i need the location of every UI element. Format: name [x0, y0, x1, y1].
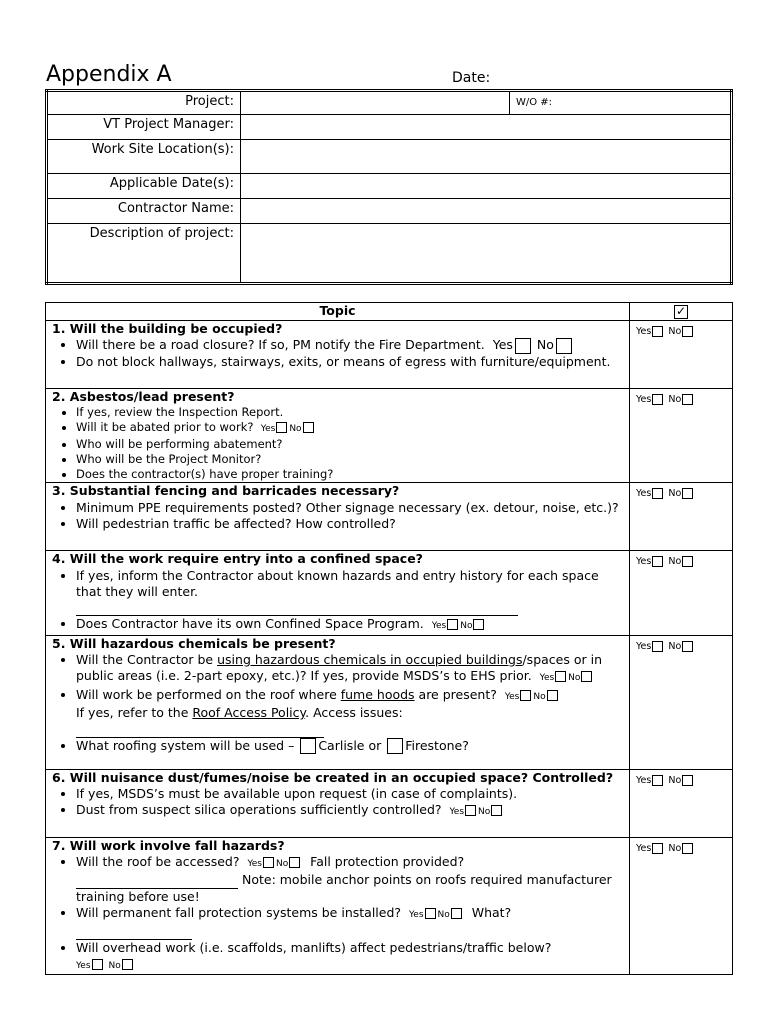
bullet-text: Will overhead work (i.e. scaffolds, manlifts) affect pedestrians/traffic below?: [76, 939, 552, 955]
topics-table: [45, 302, 733, 975]
bullet-text: Does Contractor have its own Confined Space Program.: [76, 616, 424, 632]
list-item: • If yes, MSDS’s must be available upon request (in case of complaints).: [76, 786, 623, 802]
no-label: No: [533, 691, 546, 702]
list-item: [76, 616, 623, 634]
location-field[interactable]: [241, 140, 732, 174]
no-checkbox[interactable]: [682, 326, 693, 337]
yes-label: Yes: [260, 424, 276, 435]
underlined-text: fume hoods: [340, 686, 415, 702]
yes-checkbox[interactable]: [92, 959, 103, 970]
no-checkbox[interactable]: [581, 671, 592, 682]
section-2: [46, 389, 733, 483]
yes-label: Yes: [76, 960, 91, 971]
section-1: [46, 321, 733, 389]
bullet-text: If yes, refer to the: [76, 704, 193, 720]
no-checkbox[interactable]: [491, 805, 502, 816]
wo-field[interactable]: [510, 91, 732, 115]
section-7: [46, 837, 733, 974]
yes-label: Yes: [636, 488, 652, 500]
yes-checkbox[interactable]: [652, 488, 663, 499]
no-label: No: [478, 807, 491, 818]
yes-label: Yes: [636, 556, 652, 568]
yes-checkbox[interactable]: [425, 908, 436, 919]
bullet-text: Firestone?: [405, 737, 469, 753]
dates-field[interactable]: [241, 174, 732, 199]
no-checkbox[interactable]: [682, 394, 693, 405]
no-label: No: [668, 774, 682, 786]
yes-label: Yes: [539, 673, 555, 684]
manager-field[interactable]: [241, 115, 732, 140]
firestone-checkbox[interactable]: [387, 738, 403, 754]
section-5-title: 5. Will hazardous chemicals be present?: [52, 635, 336, 651]
underlined-text: using hazardous chemicals in occupied buildings: [217, 652, 523, 668]
bullet-text: What roofing system will be used –: [76, 737, 295, 753]
bullet-text: /spaces or in public areas (i.e. 2-part epoxy, etc.)? If yes, provide MSDS’s to EHS prior.: [76, 652, 602, 684]
yes-label: Yes: [247, 859, 262, 870]
description-label: Description of project:: [47, 224, 241, 284]
bullet-text: Will permanent fall protection systems be installed?: [76, 904, 402, 920]
list-item: • Will pedestrian traffic be affected? How controlled?: [76, 516, 623, 532]
no-checkbox[interactable]: [556, 338, 572, 354]
no-label: No: [668, 640, 682, 652]
yes-label: Yes: [408, 909, 424, 920]
yes-checkbox[interactable]: [520, 690, 531, 701]
section-3-title: 3. Substantial fencing and barricades necessary?: [52, 483, 400, 499]
section-7-title: 7. Will work involve fall hazards?: [52, 837, 285, 853]
checkmark-icon: ✓: [675, 304, 687, 318]
bullet-text: Dust from suspect silica operations sufficiently controlled?: [76, 802, 442, 818]
no-checkbox[interactable]: [289, 857, 300, 868]
bullet-text: Will the roof be accessed?: [76, 854, 240, 870]
answer-line[interactable]: [76, 874, 238, 889]
no-label: No: [668, 556, 682, 568]
list-item: • Do not block hallways, stairways, exits, or means of egress with furniture/equipment.: [76, 354, 623, 370]
yes-checkbox[interactable]: [263, 857, 274, 868]
yes-label: Yes: [636, 394, 652, 405]
contractor-label: Contractor Name:: [47, 199, 241, 224]
no-label: No: [275, 859, 289, 870]
no-checkbox[interactable]: [682, 488, 693, 499]
list-item: [76, 854, 623, 905]
yes-label: Yes: [636, 326, 652, 337]
yes-label: Yes: [636, 774, 652, 786]
bullet-text: Will work be performed on the roof where: [76, 686, 341, 702]
yes-checkbox[interactable]: [652, 775, 663, 786]
yes-checkbox[interactable]: [652, 394, 663, 405]
no-label: No: [437, 909, 450, 920]
answer-line[interactable]: [76, 925, 192, 940]
bullet-text: Fall protection provided?: [310, 854, 465, 870]
yes-label: Yes: [431, 621, 447, 632]
carlisle-checkbox[interactable]: [300, 738, 316, 754]
bullet-text: Will there be a road closure? If so, PM notify the Fire Department.: [76, 337, 485, 353]
no-label: No: [668, 842, 682, 854]
answer-line[interactable]: [76, 601, 518, 616]
no-label: No: [568, 673, 581, 684]
yes-checkbox[interactable]: [652, 641, 663, 652]
no-label: No: [289, 424, 302, 435]
no-checkbox[interactable]: [682, 556, 693, 567]
dates-label: Applicable Date(s):: [47, 174, 241, 199]
no-checkbox[interactable]: [473, 619, 484, 630]
bullet-text: Will it be abated prior to work?: [76, 420, 254, 435]
project-label: Project:: [47, 91, 241, 115]
section-6-title: 6. Will nuisance dust/fumes/noise be created in an occupied space? Controlled?: [52, 769, 614, 785]
list-item: • Who will be performing abatement?: [76, 437, 623, 452]
list-item: [76, 652, 623, 687]
wo-label: W/O #:: [516, 97, 553, 108]
no-checkbox[interactable]: [122, 959, 133, 970]
no-checkbox[interactable]: [682, 775, 693, 786]
yes-checkbox[interactable]: [447, 619, 458, 630]
list-item: [76, 940, 623, 975]
yes-label: Yes: [504, 691, 520, 702]
no-label: No: [536, 337, 554, 353]
bullet-text: Note: mobile anchor points on roofs required manufacturer training before use!: [76, 872, 612, 904]
yes-label: Yes: [636, 640, 652, 652]
description-field[interactable]: [241, 224, 732, 284]
no-checkbox[interactable]: [451, 908, 462, 919]
yes-checkbox[interactable]: [515, 338, 531, 354]
list-item: [76, 568, 623, 617]
section-3: [46, 483, 733, 551]
page-title: Appendix A: [46, 62, 172, 87]
list-item: [76, 905, 623, 940]
no-checkbox[interactable]: [547, 690, 558, 701]
bullet-text: . Access issues:: [305, 704, 403, 720]
yes-checkbox[interactable]: [652, 556, 663, 567]
bullet-text: are present?: [414, 686, 497, 702]
section-4-title: 4. Will the work require entry into a confined space?: [52, 551, 423, 567]
yes-label: Yes: [636, 842, 652, 854]
section-5: [46, 635, 733, 769]
bullet-text: Will the Contractor be: [76, 652, 218, 668]
no-checkbox[interactable]: [303, 422, 314, 433]
list-item: • Minimum PPE requirements posted? Other signage necessary (ex. detour, noise, etc.)?: [76, 500, 623, 516]
bullet-text: What?: [471, 904, 512, 920]
list-item: [76, 802, 623, 820]
no-label: No: [460, 621, 473, 632]
section-1-title: 1. Will the building be occupied?: [52, 321, 283, 336]
project-field[interactable]: [241, 91, 510, 115]
list-item: [76, 738, 623, 755]
manager-label: VT Project Manager:: [47, 115, 241, 140]
bullet-text: Carlisle or: [318, 737, 382, 753]
contractor-field[interactable]: [241, 199, 732, 224]
date-label: Date:: [452, 70, 491, 86]
yes-checkbox[interactable]: [555, 671, 566, 682]
yes-label: Yes: [449, 807, 465, 818]
list-item: • If yes, review the Inspection Report.: [76, 405, 623, 420]
yes-checkbox[interactable]: [652, 843, 663, 854]
list-item: • Does the contractor(s) have proper training?: [76, 467, 623, 482]
list-item: [76, 420, 623, 437]
yes-checkbox[interactable]: [652, 326, 663, 337]
no-label: No: [668, 394, 682, 405]
answer-line[interactable]: [76, 723, 324, 738]
no-checkbox[interactable]: [682, 843, 693, 854]
no-label: No: [668, 326, 682, 337]
section-2-title: 2. Asbestos/lead present?: [52, 389, 235, 404]
list-item: [76, 337, 623, 354]
no-label: No: [108, 960, 121, 971]
section-6: [46, 769, 733, 837]
yes-checkbox[interactable]: [465, 805, 476, 816]
location-label: Work Site Location(s):: [47, 140, 241, 174]
project-info-table: [45, 89, 733, 285]
bullet-text: If yes, inform the Contractor about known hazards and entry history for each space that they will enter.: [76, 567, 599, 599]
no-checkbox[interactable]: [682, 641, 693, 652]
section-4: [46, 551, 733, 635]
yes-checkbox[interactable]: [276, 422, 287, 433]
no-label: No: [668, 488, 682, 500]
roof-access-policy-link[interactable]: Roof Access Policy: [192, 704, 306, 720]
topic-header: Topic: [46, 303, 630, 321]
list-item: • Who will be the Project Monitor?: [76, 452, 623, 467]
yes-label: Yes: [492, 337, 513, 353]
list-item: [76, 687, 623, 738]
